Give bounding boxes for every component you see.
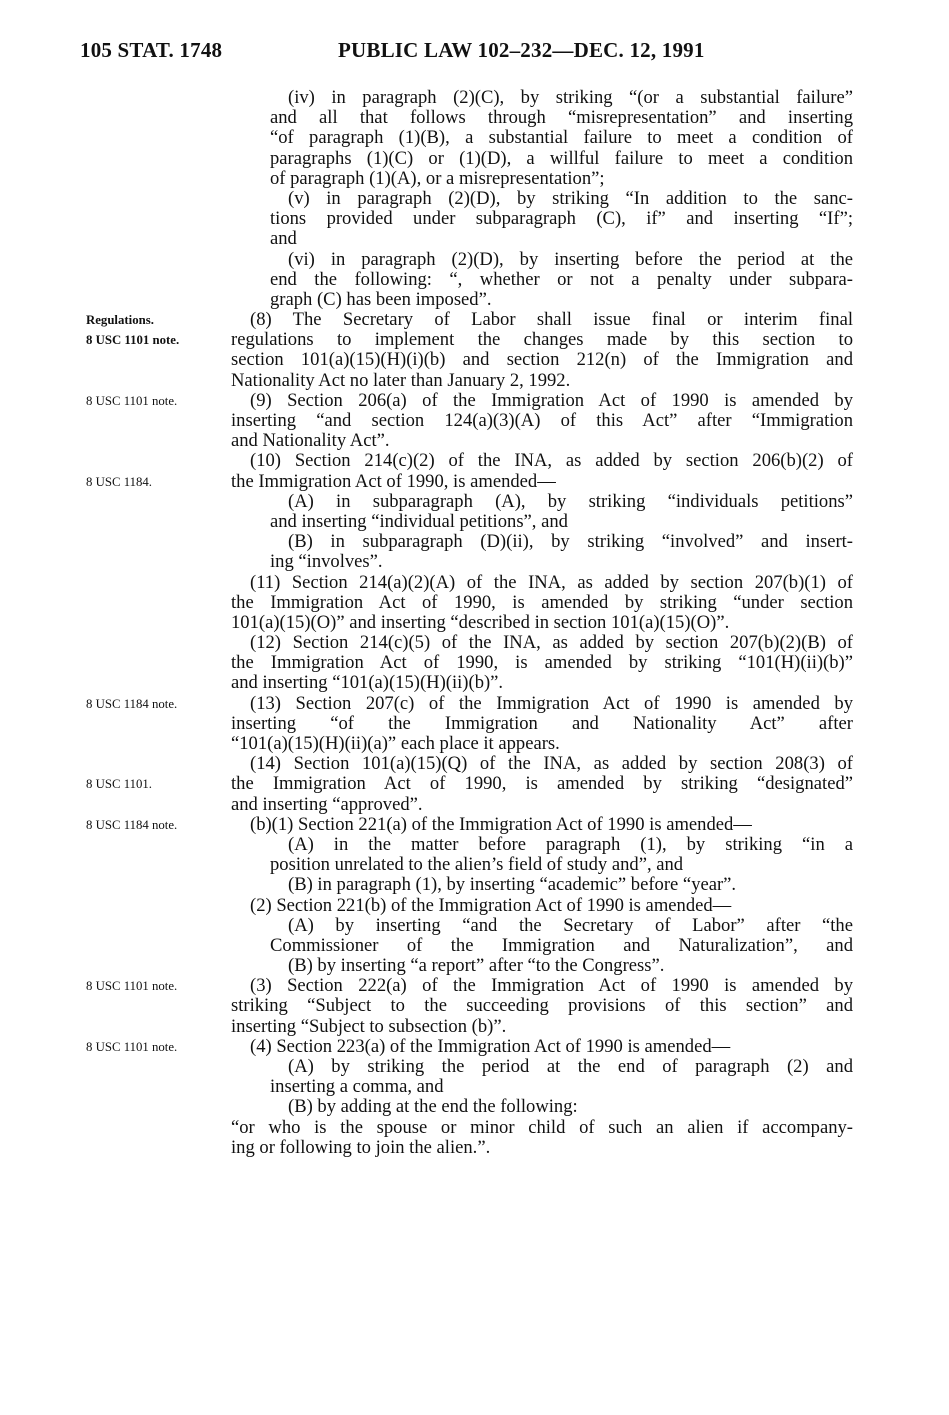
text-row	[0, 815, 949, 835]
text-row	[0, 149, 949, 169]
text-row	[0, 451, 949, 471]
text-line: (vi) in paragraph (2)(D), by inserting before the period at the	[288, 248, 853, 270]
margin-note: 8 USC 1101 note.	[86, 333, 180, 348]
text-row	[0, 128, 949, 148]
text-line: (9) Section 206(a) of the Immigration Act of 1990 is amended by	[250, 389, 853, 411]
text-row	[0, 512, 949, 532]
text-row	[0, 1138, 949, 1158]
margin-note: 8 USC 1101 note.	[86, 393, 178, 408]
text-line: and inserting “approved”.	[231, 793, 423, 815]
text-line: (13) Section 207(c) of the Immigration Act of 1990 is amended by	[250, 692, 853, 714]
margin-note: 8 USC 1101.	[86, 777, 153, 792]
margin-note: 8 USC 1184 note.	[86, 696, 178, 711]
text-line: striking “Subject to the succeeding provisions of this section” and	[231, 995, 853, 1017]
text-row	[0, 754, 949, 774]
text-line: (12) Section 214(c)(5) of the INA, as added by section 207(b)(2)(B) of	[250, 632, 853, 654]
text-row	[0, 1077, 949, 1097]
text-row	[0, 229, 949, 249]
text-row	[0, 189, 949, 209]
text-row	[0, 108, 949, 128]
text-line: (v) in paragraph (2)(D), by striking “In addition to the sanc-	[288, 187, 853, 209]
text-row	[0, 593, 949, 613]
text-row	[0, 734, 949, 754]
text-row	[0, 250, 949, 270]
text-line: (B) by inserting “a report” after “to the Congress”.	[288, 955, 665, 977]
text-line: “or who is the spouse or minor child of such an alien if accompany-	[231, 1116, 853, 1138]
text-row	[0, 916, 949, 936]
text-row	[0, 431, 949, 451]
text-row	[0, 875, 949, 895]
text-line: (B) by adding at the end the following:	[288, 1096, 578, 1118]
text-row	[0, 1097, 949, 1117]
text-row	[0, 855, 949, 875]
text-row	[0, 169, 949, 189]
statute-text-body	[0, 88, 949, 1158]
text-line: (11) Section 214(a)(2)(A) of the INA, as added by section 207(b)(1) of	[250, 571, 853, 593]
text-line: “101(a)(15)(H)(ii)(a)” each place it appears.	[231, 733, 560, 754]
text-row	[0, 411, 949, 431]
text-row	[0, 613, 949, 633]
text-row	[0, 88, 949, 108]
text-line: (10) Section 214(c)(2) of the INA, as added by section 206(b)(2) of	[250, 450, 853, 472]
text-row	[0, 350, 949, 370]
text-line: 101(a)(15)(O)” and inserting “described in section 101(a)(15)(O)”.	[231, 611, 730, 633]
margin-note: Regulations.	[86, 313, 154, 328]
text-row	[0, 653, 949, 673]
text-line: (3) Section 222(a) of the Immigration Act of 1990 is amended by	[250, 975, 853, 997]
text-line: position unrelated to the alien’s field of study and”, and	[270, 854, 684, 876]
text-line: and	[270, 228, 297, 250]
text-row	[0, 1037, 949, 1057]
text-row	[0, 492, 949, 512]
text-line: inserting “of the Immigration and Nationality Act” after	[231, 712, 853, 734]
text-row	[0, 996, 949, 1016]
text-line: Nationality Act no later than January 2, 1992.	[231, 369, 571, 391]
text-line: inserting “Subject to subsection (b)”.	[231, 1015, 507, 1037]
text-row	[0, 330, 949, 350]
text-line: inserting a comma, and	[270, 1076, 444, 1098]
text-line: inserting “and section 124(a)(3)(A) of this Act” after “Immigration	[231, 410, 853, 431]
text-row	[0, 290, 949, 310]
text-line: (2) Section 221(b) of the Immigration Act of 1990 is amended—	[250, 894, 732, 916]
text-line: the Immigration Act of 1990, is amended—	[231, 470, 556, 492]
text-line: (4) Section 223(a) of the Immigration Act of 1990 is amended—	[250, 1035, 731, 1057]
text-row	[0, 391, 949, 411]
text-line: the Immigration Act of 1990, is amended by striking “under section	[231, 591, 853, 613]
text-row	[0, 472, 949, 492]
page-statute-citation: 105 STAT. 1748	[80, 38, 223, 62]
text-line: (B) in subparagraph (D)(ii), by striking “involved” and insert-	[288, 531, 853, 553]
text-line: (iv) in paragraph (2)(C), by striking “(or a substantial failure”	[288, 87, 853, 108]
text-row	[0, 673, 949, 693]
text-line: “of paragraph (1)(B), a substantial failure to meet a condition of	[270, 127, 853, 149]
text-row	[0, 310, 949, 330]
text-line: the Immigration Act of 1990, is amended by striking “101(H)(ii)(b)”	[231, 652, 853, 674]
text-line: (A) by inserting “and the Secretary of Labor” after “the	[288, 914, 853, 936]
text-row	[0, 714, 949, 734]
text-line: (8) The Secretary of Labor shall issue final or interim final	[250, 309, 853, 331]
text-line: (A) in the matter before paragraph (1), by striking “in a	[288, 833, 853, 855]
text-row	[0, 371, 949, 391]
text-row	[0, 633, 949, 653]
text-line: Commissioner of the Immigration and Naturalization”, and	[270, 934, 853, 956]
text-row	[0, 209, 949, 229]
text-line: end the following: “, whether or not a penalty under subpara-	[270, 268, 853, 290]
text-row	[0, 774, 949, 794]
text-row	[0, 835, 949, 855]
text-row	[0, 795, 949, 815]
text-line: paragraphs (1)(C) or (1)(D), a willful failure to meet a condition	[270, 147, 853, 169]
public-law-title: PUBLIC LAW 102–232—DEC. 12, 1991	[338, 38, 705, 62]
text-line: ing “involves”.	[270, 551, 383, 573]
margin-note: 8 USC 1101 note.	[86, 1039, 178, 1054]
text-line: and Nationality Act”.	[231, 430, 390, 452]
text-row	[0, 976, 949, 996]
margin-note: 8 USC 1184.	[86, 474, 153, 489]
text-row	[0, 552, 949, 572]
text-line: graph (C) has been imposed”.	[270, 288, 492, 310]
text-line: and inserting “individual petitions”, and	[270, 510, 568, 532]
text-line: and inserting “101(a)(15)(H)(ii)(b)”.	[231, 672, 504, 694]
margin-note: 8 USC 1184 note.	[86, 817, 178, 832]
text-line: (A) in subparagraph (A), by striking “individuals petitions”	[288, 490, 853, 512]
text-line: (b)(1) Section 221(a) of the Immigration Act of 1990 is amended—	[250, 813, 752, 835]
text-line: the Immigration Act of 1990, is amended by striking “designated”	[231, 773, 853, 795]
running-header	[80, 38, 880, 68]
text-row	[0, 956, 949, 976]
text-line: ing or following to join the alien.”.	[231, 1136, 491, 1158]
text-row	[0, 1057, 949, 1077]
text-line: regulations to implement the changes made by this section to	[231, 329, 853, 351]
text-line: (14) Section 101(a)(15)(Q) of the INA, as added by section 208(3) of	[250, 753, 853, 775]
text-line: (A) by striking the period at the end of paragraph (2) and	[288, 1056, 853, 1077]
text-row	[0, 694, 949, 714]
text-row	[0, 1017, 949, 1037]
text-line: of paragraph (1)(A), or a misrepresentation”;	[270, 167, 605, 189]
text-row	[0, 896, 949, 916]
margin-note: 8 USC 1101 note.	[86, 979, 178, 994]
text-row	[0, 532, 949, 552]
text-line: (B) in paragraph (1), by inserting “academic” before “year”.	[288, 874, 737, 896]
text-line: tions provided under subparagraph (C), if” and inserting “If”;	[270, 208, 853, 230]
text-row	[0, 573, 949, 593]
text-line: and all that follows through “misrepresentation” and inserting	[270, 107, 853, 129]
text-line: section 101(a)(15)(H)(i)(b) and section 212(n) of the Immigration and	[231, 349, 853, 371]
text-row	[0, 936, 949, 956]
text-row	[0, 270, 949, 290]
text-row	[0, 1118, 949, 1138]
